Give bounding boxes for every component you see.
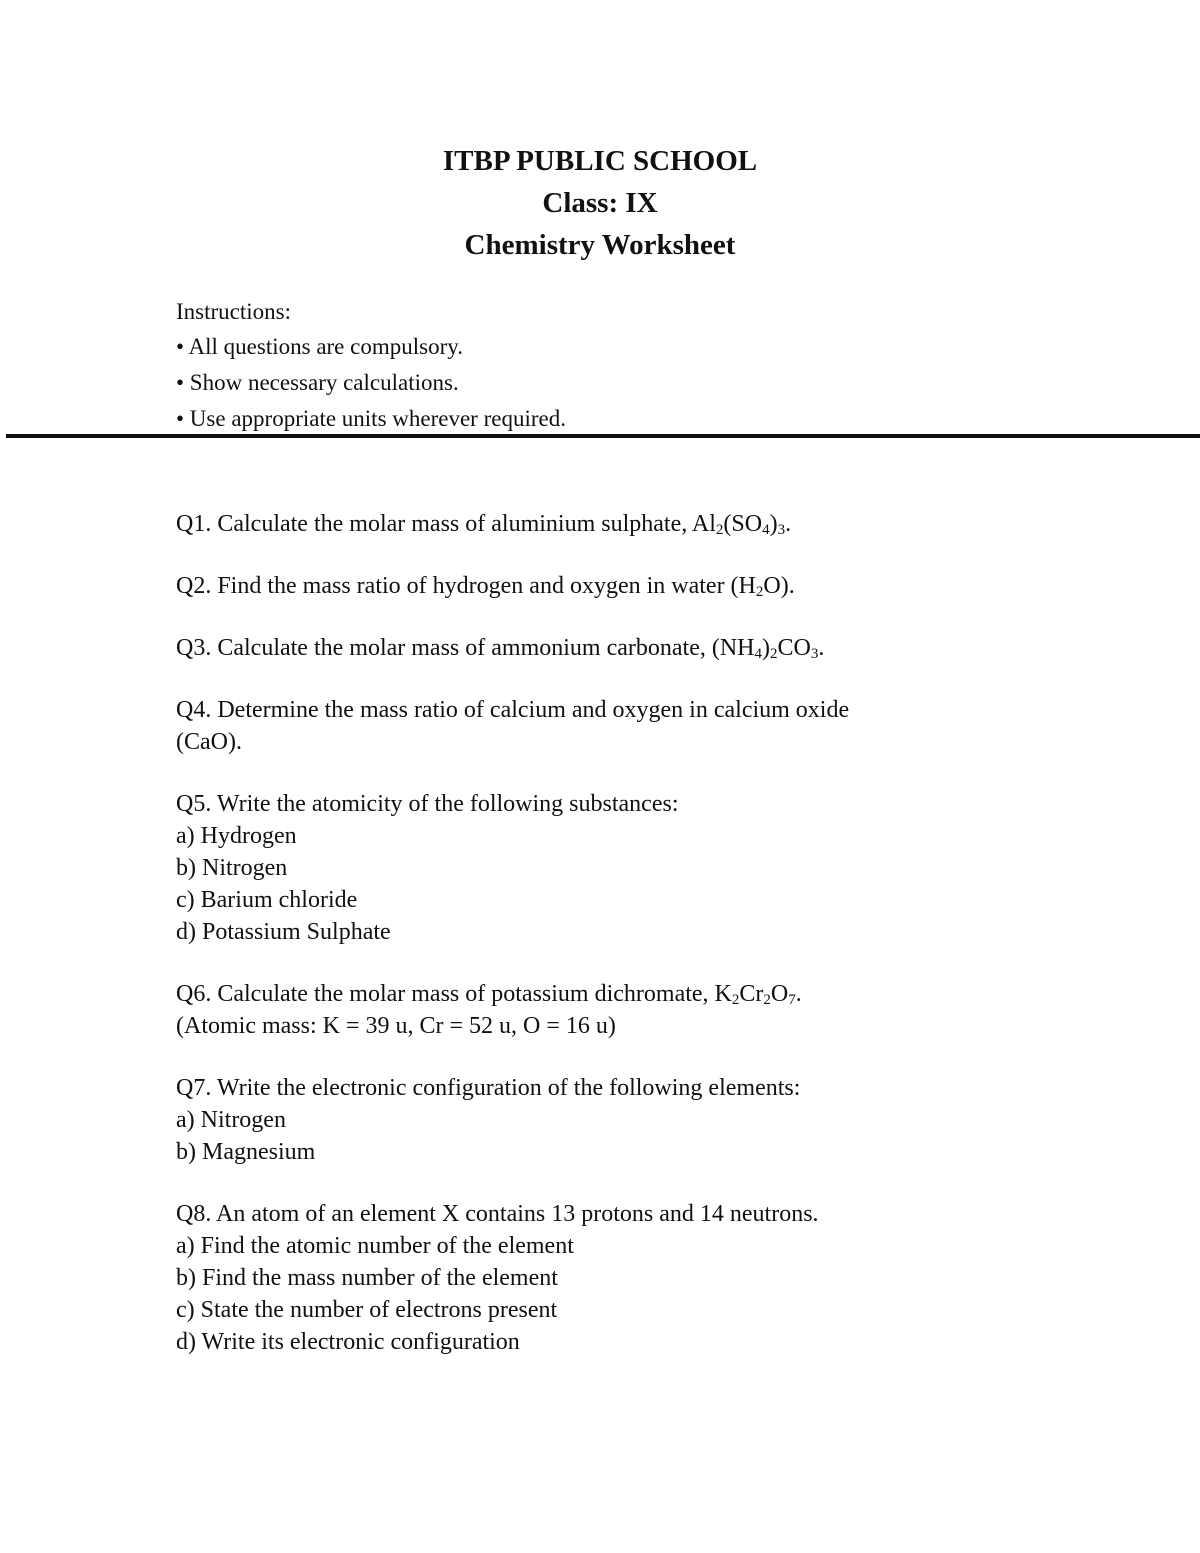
question-text: Q8. An atom of an element X contains 13 protons and 14 neutrons. — [176, 1201, 819, 1227]
worksheet-header — [0, 140, 1200, 266]
sub-item: b) Find the mass number of the element — [176, 1265, 558, 1291]
chemical-formula: $H_2O$). — [738, 573, 795, 600]
instructions-label: Instructions: — [176, 299, 291, 324]
sub-item: a) Hydrogen — [176, 823, 297, 849]
header-divider — [6, 434, 1200, 438]
sub-item: d) Potassium Sulphate — [176, 919, 391, 945]
sub-item: b) Magnesium — [176, 1139, 316, 1165]
sub-item: a) Nitrogen — [176, 1107, 286, 1133]
school-name: ITBP PUBLIC SCHOOL — [442, 145, 758, 177]
question-5 — [176, 788, 1076, 948]
atomic-mass-note: (Atomic mass: K = 39 u, Cr = 52 u, O = 16 u) — [176, 1013, 616, 1039]
instruction-item: • Use appropriate units wherever required. — [176, 406, 566, 431]
chemical-formula: $(NH_4)_2CO_3$. — [711, 635, 825, 662]
question-6 — [176, 978, 1076, 1042]
subject-title: Chemistry Worksheet — [464, 229, 736, 261]
sub-item: c) State the number of electrons present — [176, 1297, 558, 1323]
class-label: Class: IX — [542, 187, 658, 219]
questions-list — [176, 508, 1076, 1388]
sub-item: c) Barium chloride — [176, 887, 358, 913]
chemical-formula: $K_2Cr_2O_7$. — [714, 981, 802, 1008]
sub-item: a) Find the atomic number of the element — [176, 1233, 574, 1259]
question-text: Q7. Write the electronic configuration of the following elements: — [176, 1075, 801, 1101]
instruction-item: • Show necessary calculations. — [176, 370, 459, 395]
question-7 — [176, 1072, 1076, 1168]
question-text: Q3. Calculate the molar mass of ammonium carbonate, $(NH_4)_2CO_3$. — [176, 635, 825, 662]
question-2 — [176, 570, 1076, 602]
question-text: Q5. Write the atomicity of the following substances: — [176, 791, 679, 817]
chemical-formula: $Al_2(SO_4)_3$. — [691, 511, 792, 538]
sub-item: d) Write its electronic configuration — [176, 1329, 520, 1355]
instructions-block — [176, 297, 566, 437]
instruction-item: • All questions are compulsory. — [176, 334, 463, 359]
question-text: Q4. Determine the mass ratio of calcium and oxygen in calcium oxide — [176, 697, 850, 723]
question-text: Q1. Calculate the molar mass of aluminium sulphate, $Al_2(SO_4)_3$. — [176, 511, 792, 538]
question-text: (CaO). — [176, 729, 242, 755]
question-8 — [176, 1198, 1076, 1358]
question-3 — [176, 632, 1076, 664]
question-4 — [176, 694, 1076, 758]
question-text: Q2. Find the mass ratio of hydrogen and oxygen in water $(H_2O)$. — [176, 573, 795, 600]
sub-item: b) Nitrogen — [176, 855, 288, 881]
question-text: Q6. Calculate the molar mass of potassium dichromate, $K_2Cr_2O_7$. — [176, 981, 802, 1008]
question-1 — [176, 508, 1076, 540]
